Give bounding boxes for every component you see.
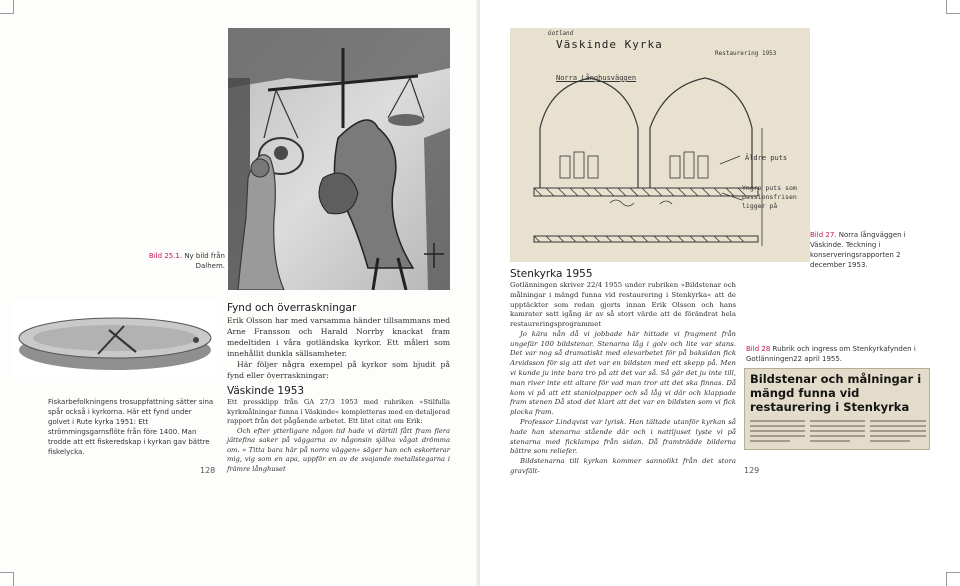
text-vaskinde: [227, 398, 450, 474]
sketch-title: Väskinde Kyrka: [556, 38, 663, 51]
caption-text: Fiskarbefolkningens trosuppfattning sätter sina spår också i kyrkorna. Här ett fynd under golvet i Rute kyrka 1951: Ett strömmingsgarnsflöte från före 1400. Man trodde att ett fiskeredskap i kyrkan gav bättre fiskelycka.: [48, 398, 214, 456]
caption-fishing-float: [48, 397, 215, 457]
heading-vaskinde: Väskinde 1953: [227, 385, 305, 397]
caption-text: Ny bild från Dalhem.: [184, 252, 225, 270]
caption-text: Rubrik och ingress om Stenkyrkafynden i Gotlänningen22 april 1955.: [746, 345, 916, 363]
caption-clipping: [746, 344, 918, 364]
text-stenkyrka: [510, 281, 736, 477]
caption-text: Norra långväggen i Väskinde. Teckning i konserveringsrapporten 2 december 1953.: [810, 231, 906, 269]
text-fynd: [227, 316, 450, 382]
sketch-label-line: ligger på: [742, 202, 778, 210]
paragraph: Erik Olsson har med varsamma händer tillsammans med Arne Fransson och Harald Norrby knackat fram medeltiden i våra gotländska kyrkor. Ett måleri som innehållit dunkla sällsamheter.: [227, 316, 450, 358]
paragraph: Ett pressklipp från GA 27/3 1953 med rubriken »Stilfulla kyrkmålningar funna i Väskinde« kompletteras med en detaljerad rapport från det pågående arbetet. Ett litet citat om Erik:: [227, 398, 450, 425]
paragraph: Professor Lindqvist var lyrisk. Han tältade utanför kyrkan så hade han stenarna stående där och i nattljuset lyste vi på stenarna med ficklampa från sidan. Då framträdde bilderna bättre som reliefer.: [510, 417, 736, 456]
crop-mark: [946, 572, 960, 586]
sketch-label-line: Yngre puts som: [742, 184, 797, 192]
sketch-older-label: Äldre puts: [745, 154, 788, 162]
caption-dalhem: [125, 251, 225, 271]
dalhem-fresco-photo: [228, 28, 450, 290]
sketch-wall-label: Norra Långhusväggen: [556, 74, 637, 82]
crop-mark: [0, 0, 14, 14]
sketch-restoration-label: Restaurering 1953: [715, 50, 777, 57]
page-number-left: 128: [200, 466, 216, 475]
caption-sketch: [810, 230, 915, 270]
fishing-float-photo: [14, 300, 216, 378]
clipping-headline: Bildstenar och målningar i mängd funna vid restaurering i Stenkyrka: [750, 372, 922, 414]
quote: Och efter ytterligare någon tid hade vi därtill fått fram flera jättefina saker på väggarna av någonsin själva vågat drömma om. » Titta bara här på norra väggen« säger han och eskorterar mig, vig som en apa, uppför en av de svajande metallstegarna i främre långhuset: [227, 426, 450, 473]
paragraph: Bildstenarna till kyrkan kommer sannolikt från det stora gravfält-: [510, 457, 736, 475]
sketch-younger-label: [742, 184, 797, 211]
crop-mark: [946, 0, 960, 14]
newspaper-clipping: [744, 368, 930, 450]
sketch-label-line: passionsfrisen: [742, 193, 797, 201]
quote: Jo kära nån då vi jobbade här hittade vi fragment från ungefär 100 bildstenar. Stenarna låg i golv och lite var stans. Det var nog så dramatiskt med elevarbetet för på baksidan fick Arvidsson för sig att det var en bildsten med ett skepp på. Men vi kunde ju inte bara tro på att det var så. Så gär det ju inte till, man river inte ett altare för vad man tror att det ska finnas. Då kom vi på att ett staniolpapper och så låg vi där och klappade fram stenen Då stod det klart att det var en bildsten som vi fick plocka fram.: [510, 329, 736, 417]
right-page: [480, 0, 960, 586]
sketch-place-label: Gotland: [548, 30, 574, 37]
heading-stenkyrka: Stenkyrka 1955: [510, 268, 593, 280]
heading-fynd: Fynd och överraskningar: [227, 302, 357, 314]
paragraph: Här följer några exempel på kyrkor som bjudit på fynd eller överraskningar:: [227, 359, 450, 380]
caption-label: Bild 27.: [810, 231, 837, 239]
crop-mark: [0, 572, 14, 586]
vaskinde-wall-sketch: [510, 28, 810, 262]
caption-label: Bild 28: [746, 345, 771, 353]
paragraph: Gotlänningen skriver 22/4 1955 under rubriken »Bildstenar och målningar i mängd funna vid restaurering i Stenkyrka« att de upptäckter som redan gjorts innan Erik Olsson och hans kamrater satt igång är av så stort värde att de förändrat hela restaureringsprogrammet: [510, 281, 736, 329]
page-number-right: 129: [744, 466, 760, 475]
caption-label: Bild 25.1.: [148, 252, 183, 260]
